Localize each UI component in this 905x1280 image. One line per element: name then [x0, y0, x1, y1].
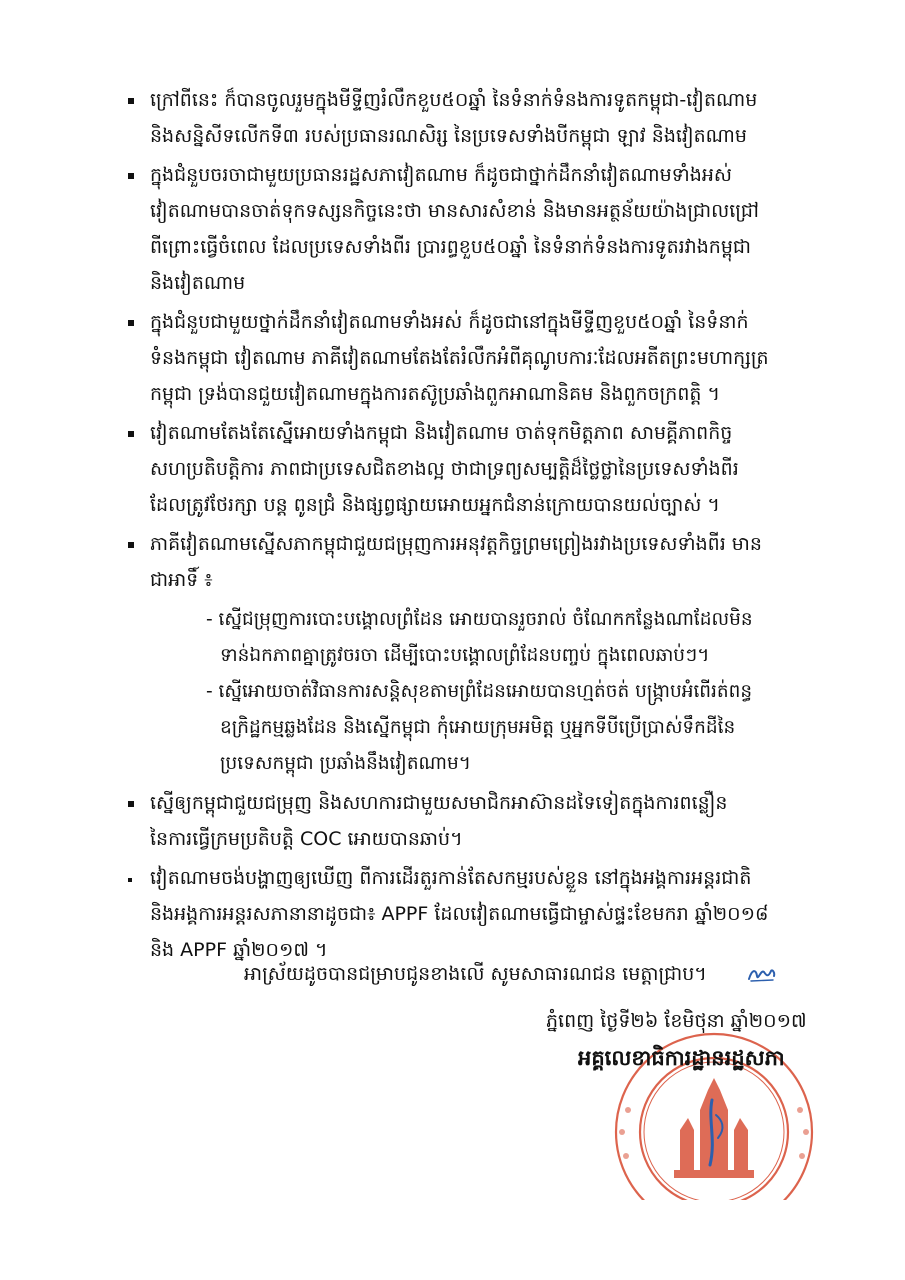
sub-item-text-line: ឧក្រិដ្ឋកម្មឆ្លងដែន និងស្នើកម្ពុជា កុំអោយក្រុមអមិត្ត ឬអ្នកទីបីប្រើប្រាស់ទឹកដីនៃ — [220, 717, 736, 738]
bullet-dot-icon — [128, 173, 134, 179]
bullet-text-line: វៀតណាមបានចាត់ទុកទស្សនកិច្ចនេះថា មានសារសំខាន់ និងមានអត្ថន័យយ៉ាងជ្រាលជ្រៅ — [150, 200, 759, 222]
date-line: ភ្នំពេញ ថ្ងៃទី២៦ ខែមិថុនា ឆ្នាំ២០១៧ — [546, 1010, 807, 1032]
handwritten-initials-icon — [747, 963, 777, 985]
bullet-item — [128, 157, 868, 301]
signer-title: អគ្គលេខាធិការដ្ឋានរដ្ឋសភា — [578, 1046, 785, 1070]
bullet-text-line: ដែលត្រូវថែរក្សា បន្ត ពូនជ្រំ និងផ្សព្វផ្សាយអោយអ្នកជំនាន់ក្រោយបានយល់ច្បាស់ ។ — [150, 494, 720, 516]
bullet-text-line: និងអង្គការអន្តរសភានានាដូចជា៖ APPF ដែលវៀតណាមធ្វើជាម្ចាស់ផ្ទះខែមករា ឆ្នាំ២០១៨ — [150, 903, 769, 925]
bullet-text-line: ក្រៅពីនេះ ក៏បានចូលរួមក្នុងមីទ្ទីញរំលឹកខួប៥០ឆ្នាំ នៃទំនាក់ទំនងការទូតកម្ពុជា-វៀតណាម — [150, 89, 758, 111]
bullet-dot-icon — [128, 431, 134, 437]
bullet-item — [128, 785, 868, 857]
bullet-item — [128, 82, 868, 154]
sub-item-text-line: - ស្នើអោយចាត់វិធានការសន្តិសុខតាមព្រំដែនអោយបានហ្មត់ចត់ បង្ក្រាបអំពើរត់ពន្ធ — [206, 681, 753, 702]
sub-item-text-line: ប្រទេសកម្ពុជា ប្រឆាំងនឹងវៀតណាម។ — [220, 753, 471, 774]
bullet-text-line: និង APPF ឆ្នាំ២០១៧ ។ — [150, 939, 328, 961]
sub-item — [206, 674, 868, 782]
bullet-text-line: វៀតណាមតែងតែស្នើអោយទាំងកម្ពុជា និងវៀតណាម ចាត់ទុកមិត្តភាព សាមគ្គីភាពកិច្ច — [150, 422, 733, 444]
bullet-dot-icon — [128, 801, 134, 807]
closing-statement: អាស្រ័យដូចបានជម្រាបជូនខាងលើ សូមសាធារណជន មេត្តាជ្រាប។ — [244, 963, 707, 985]
bullet-text-line: សហប្រតិបត្តិការ ភាពជាប្រទេសជិតខាងល្អ ថាជាទ្រព្យសម្បត្តិដ៏ថ្លៃថ្លានៃប្រទេសទាំងពីរ — [150, 458, 739, 480]
bullet-text-line: ស្នើឲ្យកម្ពុជាជួយជម្រុញ និងសហការជាមួយសមាជិកអាស៊ានដទៃទៀតក្នុងការពន្លឿន — [150, 792, 728, 814]
bullet-text-line: កម្ពុជា ទ្រង់បានជួយវៀតណាមក្នុងការតស៊ូប្រឆាំងពួកអាណានិគម និងពួកចក្រពត្តិ ។ — [150, 383, 721, 405]
bullet-list — [128, 82, 868, 971]
bullet-item — [128, 415, 868, 523]
bullet-text-line: ពីព្រោះធ្វើចំពេល ដែលប្រទេសទាំងពីរ ប្រារព្ធខួប៥០ឆ្នាំ នៃទំនាក់ទំនងការទូតរវាងកម្ពុជា — [150, 236, 752, 258]
bullet-dot-icon — [128, 98, 134, 104]
bullet-text-line: ភាគីវៀតណាមស្នើសភាកម្ពុជាជួយជម្រុញការអនុវត្តកិច្ចព្រមព្រៀងរវាងប្រទេសទាំងពីរ មាន — [150, 533, 762, 555]
sub-item — [206, 602, 868, 674]
bullet-dot-icon — [128, 878, 132, 882]
bullet-text-line: នៃការធ្វើក្រមប្រតិបត្តិ COC អោយបានឆាប់។ — [150, 828, 463, 850]
bullet-item — [128, 526, 868, 782]
bullet-dot-icon — [128, 320, 134, 326]
bullet-text-line: និងវៀតណាម — [150, 272, 246, 294]
bullet-text-line: ជាអាទិ៍ ៖ — [150, 569, 213, 591]
bullet-dot-icon — [128, 542, 134, 548]
bullet-item — [128, 860, 868, 968]
sub-item-list — [150, 602, 868, 782]
sub-item-text-line: ទាន់ឯកភាពគ្នាត្រូវចរចា ដើម្បីបោះបង្គោលព្រំដែនបញ្ចប់ ក្នុងពេលឆាប់ៗ។ — [220, 645, 710, 666]
bullet-text-line: ទំនងកម្ពុជា វៀតណាម ភាគីវៀតណាមតែងតែរំលឹកអំពីគុណូបការៈដែលអតីតព្រះមហាក្សត្រ — [150, 347, 769, 369]
bullet-item — [128, 304, 868, 412]
bullet-text-line: ក្នុងជំនួបចរចាជាមួយប្រធានរដ្ឋសភាវៀតណាម ក៏ដូចជាថ្នាក់ដឹកនាំវៀតណាមទាំងអស់ — [150, 164, 732, 186]
bullet-text-line: ក្នុងជំនួបជាមួយថ្នាក់ដឹកនាំវៀតណាមទាំងអស់ ក៏ដូចជានៅក្នុងមីទ្ទីញខួប៥០ឆ្នាំ នៃទំនាក់ — [150, 311, 749, 333]
sub-item-text-line: - ស្នើជម្រុញការបោះបង្គោលព្រំដែន អោយបានរួចរាល់ ចំណែកកន្លែងណាដែលមិន — [206, 609, 753, 630]
bullet-text-line: និងសន្និសីទលើកទី៣ របស់ប្រធានរណសិរ្ស នៃប្រទេសទាំងបីកម្ពុជា ឡាវ និងវៀតណាម — [150, 125, 747, 147]
bullet-text-line: វៀតណាមចង់បង្ហាញឲ្យឃើញ ពីការដើរតួរកាន់តែសកម្មរបស់ខ្លួន នៅក្នុងអង្គការអន្តរជាតិ — [150, 867, 752, 889]
